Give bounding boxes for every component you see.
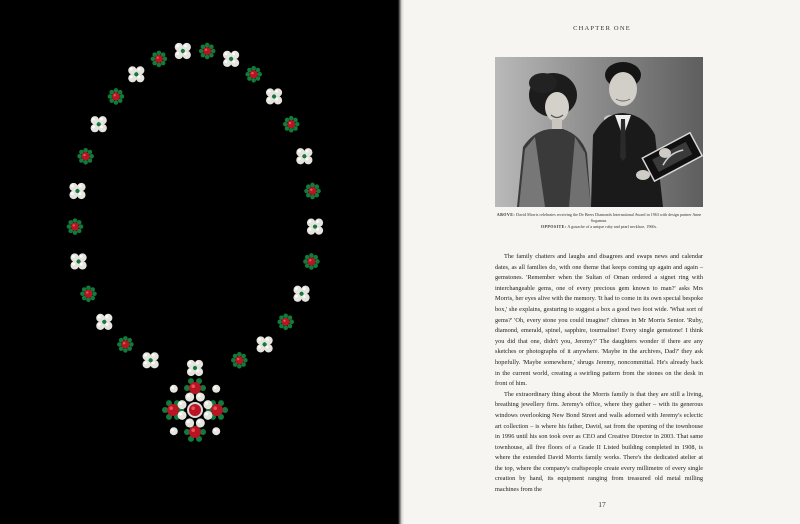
ruby — [211, 404, 223, 416]
emerald-ruby-link — [231, 352, 248, 369]
caption-opposite-label: OPPOSITE: — [540, 224, 567, 229]
emerald-ruby-link — [199, 43, 216, 60]
pearl — [196, 418, 205, 427]
ruby — [112, 92, 120, 100]
ruby — [203, 47, 211, 55]
emerald-ruby-link — [303, 253, 320, 270]
ruby — [287, 120, 295, 128]
ruby — [309, 187, 317, 195]
ruby — [250, 70, 258, 78]
chapter-heading: CHAPTER ONE — [573, 25, 631, 32]
caption-opposite-text: A gouache of a unique ruby and pearl necklace, 1960s. — [567, 224, 658, 229]
caption-above-text: David Morris celebrates receiving the De Beers Diamonds International Award in 1963 with design partner Anne Sogamun. — [516, 212, 702, 223]
page-number: 17 — [598, 500, 606, 509]
archival-photo — [495, 57, 703, 207]
emerald-ruby-link — [80, 285, 97, 302]
pearl — [185, 393, 194, 402]
body-paragraph: The extraordinary thing about the Morris family is that they are still a living, breathing jewellery firm. Jeremy's office, where they gather – with its generous windows overlooking New Bond Street and walls adorned with Jeremy's eclectic art collection – is where his father, David, sat from the opening of the townhouse in 1996 until his son took over as CEO and Creative Director in 2003. That same townhouse, all five floors of a Grade II Listed building completed in 1908, is where the extended David Morris family works. There's the dedicated atelier at the top, where the company's craftspeople create every millimetre of every single creation by hand, its equipment ranging from treasured old metal milling machines from the — [495, 390, 703, 494]
ruby — [84, 290, 92, 298]
pearl — [170, 427, 178, 435]
photo-caption — [495, 212, 703, 230]
ruby — [189, 382, 201, 394]
ruby — [189, 426, 201, 438]
ruby — [307, 257, 315, 265]
bw-photo-couple-icon — [495, 57, 703, 207]
pearl — [212, 385, 220, 393]
pearl — [196, 393, 205, 402]
body-text — [495, 252, 703, 496]
ruby — [121, 340, 129, 348]
emerald-ruby-link — [245, 66, 262, 83]
pearl — [203, 400, 212, 409]
emerald-ruby-link — [283, 116, 300, 133]
caption-above-label: ABOVE: — [496, 212, 516, 217]
emerald-ruby-link — [67, 218, 84, 235]
pearl — [203, 411, 212, 420]
ruby — [71, 223, 79, 231]
ruby — [82, 152, 90, 160]
ruby — [282, 318, 290, 326]
emerald-ruby-link — [117, 336, 134, 353]
ruby — [167, 404, 179, 416]
right-page — [404, 0, 800, 524]
ruby — [189, 404, 201, 416]
emerald-ruby-link — [108, 88, 125, 105]
pearl — [185, 418, 194, 427]
body-paragraph: The family chatters and laughs and disagrees and swaps news and calendar dates, as all families do, with one theme that keeps coming up again and again – gemstones. 'Remember when the Sultan of Oman ordered a signet ring with interchangeable gems, one of every precious gem known to man?' asks Mrs Morris, her eyes alive with the memory. 'It had to come in its own special bespoke box,' she explains, gesturing to suggest a box a good two foot wide. 'What sort of gems?' 'Oh, every stone you could imagine!' chimes in Mr Morris Senior. 'Ruby, diamond, emerald, spinel, sapphire, tourmaline! Every single gemstone! I think you did that one, didn't you, Jeremy?' The daughters wonder if there are any sketches or photographs of it anywhere. 'Maybe in the archives, Dad?' they ask hopefully. 'Maybe somewhere,' shrugs Jeremy, noncommittal. He's already back in the current world, creating a swirling pattern from the stones on the desk in front of him. — [495, 253, 703, 388]
ruby — [155, 55, 163, 63]
pearl — [178, 411, 187, 420]
emerald-ruby-link — [77, 148, 94, 165]
pearl — [178, 400, 187, 409]
emerald-ruby-link — [151, 51, 168, 68]
pearl — [170, 385, 178, 393]
emerald-ruby-link — [277, 314, 294, 331]
emerald-ruby-link — [304, 183, 321, 200]
pearl — [212, 427, 220, 435]
ruby — [235, 356, 243, 364]
